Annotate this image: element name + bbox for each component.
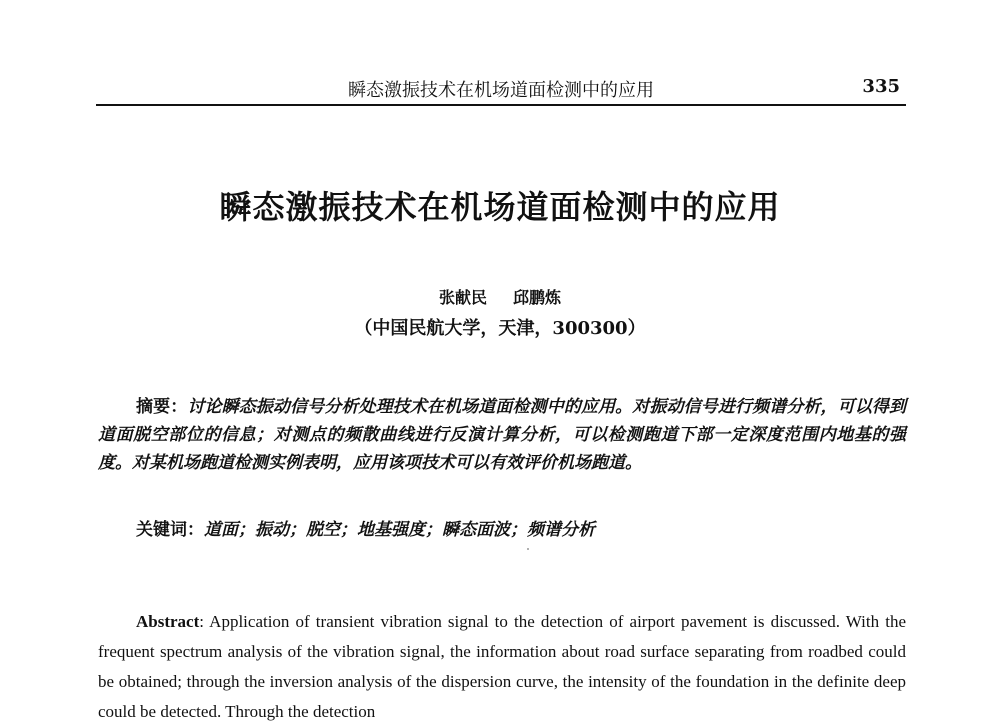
speck-mark	[527, 548, 529, 550]
paper-title: 瞬态激振技术在机场道面检测中的应用	[219, 188, 781, 226]
affiliation: （中国民航大学，天津，300300）	[354, 318, 646, 339]
abstract-text: 讨论瞬态振动信号分析处理技术在机场道面检测中的应用。对振动信号进行频谱分析，可以得到道面脱空部位的信息；对测点的频散曲线进行反演计算分析，可以检测跑道下部一定深度范围内地基的强度。对某机场跑道检测实例表明，应用该项技术可以有效评价机场跑道。	[98, 397, 907, 473]
header-rule	[96, 104, 906, 106]
english-abstract	[98, 607, 906, 727]
running-header	[96, 76, 906, 102]
keywords-label: 关键词：	[136, 520, 204, 540]
authors	[0, 285, 1000, 308]
chinese-keywords	[136, 516, 906, 544]
english-abstract-separator: :	[199, 612, 210, 631]
page-number: 335	[862, 76, 900, 97]
chinese-abstract	[98, 393, 906, 477]
english-abstract-text: Application of transient vibration signal to the detection of airport pavement is discussed. With the frequent spectrum analysis of the vibration signal, the information about road surface separating from roadbed could be obtained; through the inversion analysis of the dispersion curve, the intensity of the foundation in the definite deep could be detected. Through the detection	[98, 612, 906, 721]
author-name: 邱鹏炼	[513, 288, 562, 307]
english-abstract-label: Abstract	[136, 612, 200, 631]
running-title: 瞬态激振技术在机场道面检测中的应用	[348, 80, 654, 101]
author-name: 张献民	[438, 288, 487, 307]
keywords-text: 道面；振动；脱空；地基强度；瞬态面波；频谱分析	[204, 520, 595, 540]
abstract-label: 摘要：	[136, 397, 188, 417]
